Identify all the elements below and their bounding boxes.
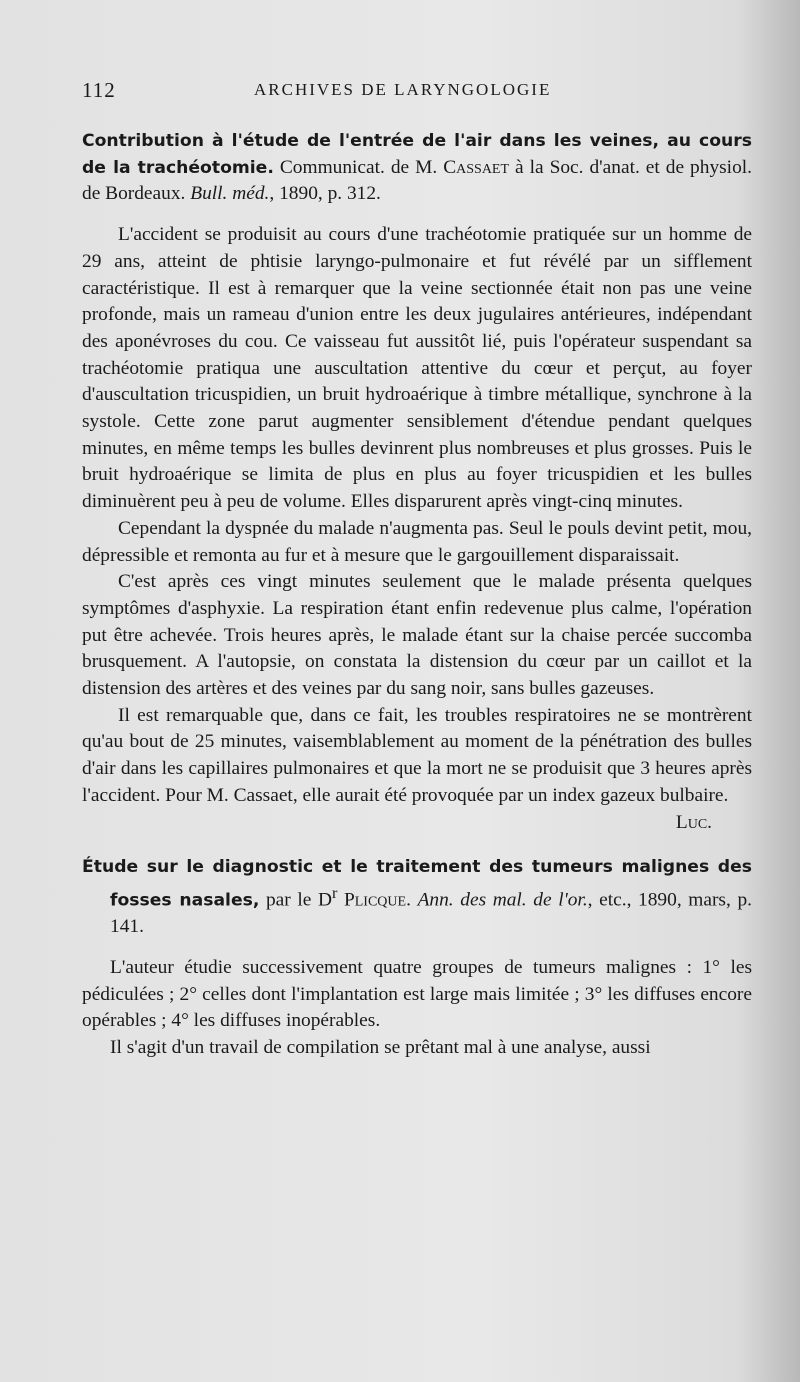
article-2-paragraph-1: L'auteur étudie successivement quatre groupes de tumeurs malignes : 1° les pédiculées ; 2° celles dont l'implantation est large mais limitée ; 3° les diffuses encore opérables ; 4° les diffuses inopérables.: [82, 956, 752, 1032]
article-1-paragraph-3: C'est après ces vingt minutes seulement que le malade présenta quelques symptômes d'asphyxie. La respiration étant enfin redevenue plus calme, l'opération put être achevée. Trois heures après, le malade étant sur la chaise percée succomba brusquement. A l'autopsie, on constata la distension du cœur par un caillot et la distension des artères et des veines par du sang noir, sans bulles gazeuses.: [82, 571, 752, 700]
article-2-paragraph-2: Il s'agit d'un travail de compilation se prêtant mal à une analyse, aussi: [110, 1036, 651, 1058]
article-1-society: à la Soc. d'anat. et de physiol. de Bordeaux.: [82, 156, 753, 205]
article-1-heading: [82, 128, 752, 208]
article-1-title: Contribution à l'étude de l'entrée de l'air dans les veines, au cours de la trachéotomie.: [82, 131, 752, 178]
article-2-title-sup: r: [331, 884, 338, 902]
article-1-communication: Communicat. de M.: [273, 156, 444, 178]
article-2-journal: Ann. des mal. de l'or.: [417, 889, 588, 911]
article-1-author: Cassaet: [443, 156, 510, 178]
article-2-separator: .: [406, 889, 418, 911]
article-2-title: Étude sur le diagnostic et le traitement des tumeurs malignes des fosses nasales,: [82, 857, 752, 911]
article-1-paragraph-2: Cependant la dyspnée du malade n'augmenta pas. Seul le pouls devint petit, mou, dépressible et remonta au fur et à mesure que le gargouillement disparaissait.: [82, 517, 752, 566]
article-1-journal: Bull. méd.: [190, 183, 270, 205]
article-1-citation: , 1890, p. 312.: [269, 183, 381, 205]
page-header: [82, 78, 742, 108]
article-2-author: Plicque: [337, 889, 407, 911]
page-number: 112: [82, 78, 116, 102]
article-1-signature: Luc.: [675, 811, 712, 833]
article-2-citation: , etc., 1890, mars, p. 141.: [110, 889, 752, 938]
article-1-paragraph-1: L'accident se produisit au cours d'une trachéotomie pratiquée sur un homme de 29 ans, atteint de phtisie laryngo-pulmonaire et fut révélé par un sifflement caractéristique. Il est à remarquer que la veine sectionnée était non pas une veine profonde, mais un rameau d'union entre les deux jugulaires antérieures, indépendant des aponévroses du cou. Ce vaisseau fut aussitôt lié, puis l'opérateur suspendant sa trachéotomie pratiqua une auscultation attentive du cœur et perçut, au foyer d'auscultation tricuspidien, un bruit hydroaérique à timbre métallique, synchrone à la systole. Cette zone parut augmenter sensiblement d'étendue pendant quelques minutes, en même temps les bulles devinrent plus nombreuses et plus grosses. Puis le bruit hydroaérique se limita de plus en plus au foyer tricuspidien et les bulles diminuèrent peu à peu de volume. Elles disparurent après vingt-cinq minutes.: [82, 224, 752, 513]
article-1-paragraph-4: Il est remarquable que, dans ce fait, les troubles respiratoires ne se montrèrent qu'au bout de 25 minutes, vaisemblablement au moment de la pénétration des bulles d'air dans les capillaires pulmonaires et que la mort ne se produisit que 3 heures après l'accident. Pour M. Cassaet, elle aurait été provoquée par un index gazeux bulbaire.: [82, 704, 752, 806]
running-title: ARCHIVES DE LARYNGOLOGIE: [254, 80, 552, 99]
article-2-by: par le D: [259, 889, 332, 911]
page-content: [82, 128, 752, 1062]
article-2-body: [82, 955, 752, 1062]
article-2-heading: [82, 854, 752, 941]
